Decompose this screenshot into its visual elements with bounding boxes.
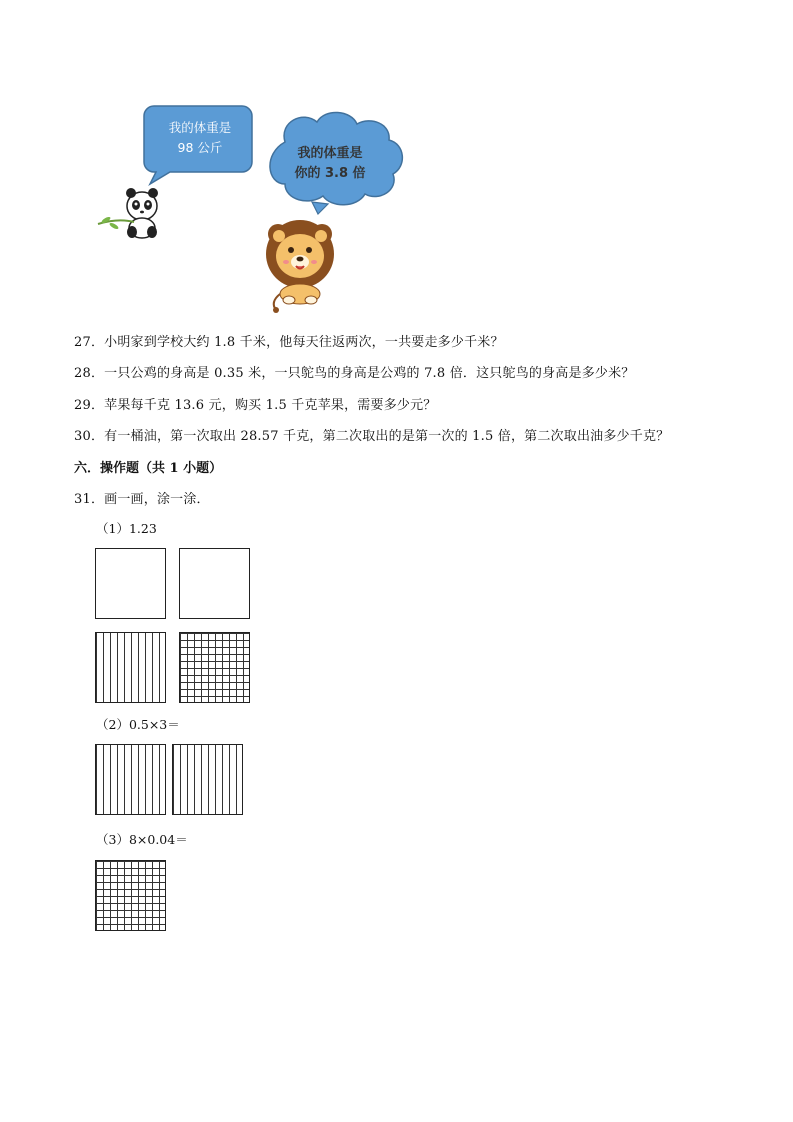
section-title: 六．操作题（共 1 小题） bbox=[74, 461, 223, 476]
illustration bbox=[90, 90, 420, 318]
question-27: 27．小明家到学校大约 1.8 千米，他每天往返两次，一共要走多少千米？ bbox=[74, 335, 504, 350]
question-31-title: 31．画一画，涂一涂． bbox=[74, 492, 210, 507]
whole-square-2[interactable] bbox=[179, 548, 250, 619]
part3-label: （3）8×0.04＝ bbox=[96, 832, 188, 847]
tenths-square-b[interactable] bbox=[172, 744, 243, 815]
panda-bubble-text bbox=[154, 118, 246, 158]
lion-illustration bbox=[266, 220, 334, 313]
question-29: 29．苹果每千克 13.6 元，购买 1.5 千克苹果，需要多少元？ bbox=[74, 398, 437, 413]
lion-bubble-text bbox=[278, 144, 382, 184]
part1-label: （1）1.23 bbox=[96, 521, 157, 536]
question-28: 28．一只公鸡的身高是 0.35 米，一只鸵鸟的身高是公鸡的 7.8 倍．这只鸵鸟的身高是多少米？ bbox=[74, 366, 635, 381]
lion-bubble-line1: 我的体重是 bbox=[297, 146, 363, 161]
hundredths-grid-part3[interactable] bbox=[95, 860, 166, 931]
lion-bubble-line2: 你的 3.8 倍 bbox=[294, 166, 366, 181]
panda-bubble-line2: 98 公斤 bbox=[177, 140, 223, 155]
whole-square-1[interactable] bbox=[95, 548, 166, 619]
question-30: 30．有一桶油，第一次取出 28.57 千克，第二次取出的是第一次的 1.5 倍，第二次取出油多少千克？ bbox=[74, 429, 670, 444]
tenths-square-a[interactable] bbox=[95, 744, 166, 815]
panda-illustration bbox=[98, 188, 158, 238]
illustration-graphic bbox=[90, 90, 420, 318]
hundredths-grid[interactable] bbox=[179, 632, 250, 703]
tenths-square[interactable] bbox=[95, 632, 166, 703]
panda-bubble-line1: 我的体重是 bbox=[168, 120, 232, 135]
part2-label: （2）0.5×3＝ bbox=[96, 717, 180, 732]
